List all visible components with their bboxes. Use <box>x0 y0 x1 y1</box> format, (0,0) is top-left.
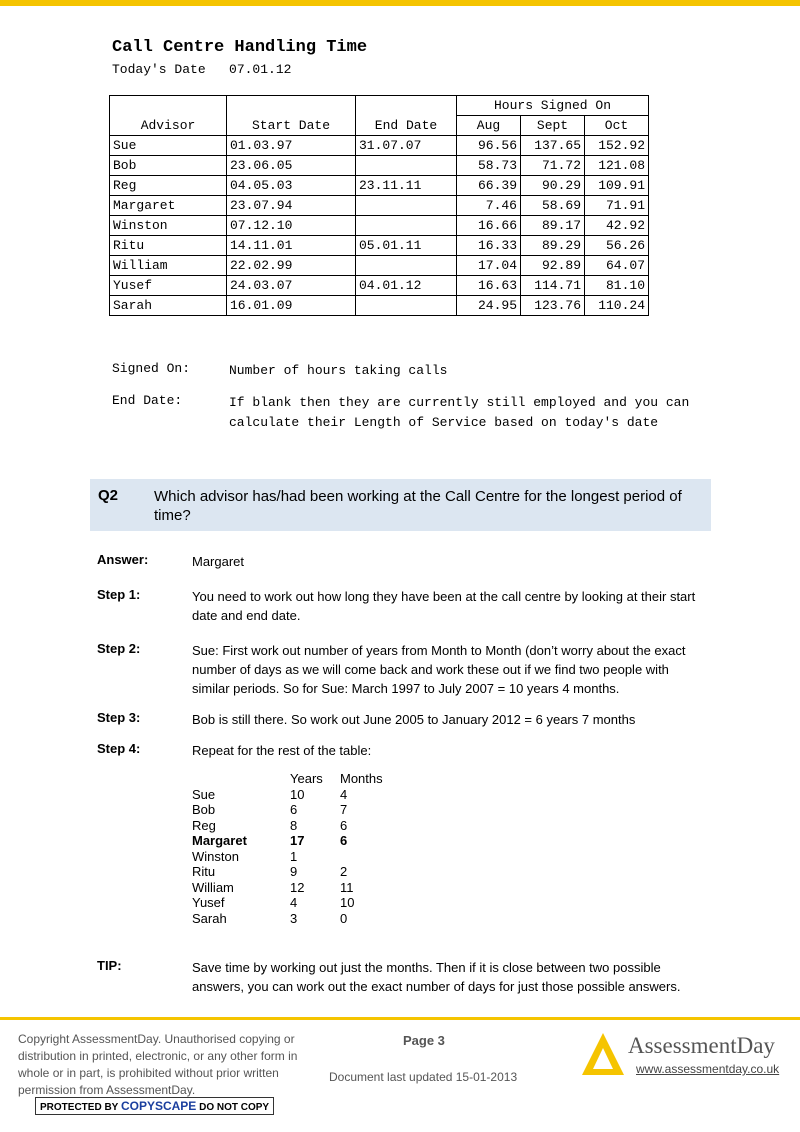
table-row: Sue 01.03.97 31.07.07 96.56 137.65 152.92 <box>110 136 649 156</box>
header-months: Months <box>340 771 383 786</box>
question-box <box>90 479 711 531</box>
copyright-notice: Copyright AssessmentDay. Unauthorised copying or distribution in printed, electronic, or any other form in whole or in part, is prohibited without prior written permission from AssessmentDay. <box>18 1032 298 1097</box>
header-end-date: End Date <box>356 116 457 136</box>
logo-triangle-icon <box>580 1031 626 1077</box>
table-row: Bob 23.06.05 58.73 71.72 121.08 <box>110 156 649 176</box>
header-oct: Oct <box>585 116 649 136</box>
last-updated: Document last updated 15-01-2013 <box>329 1070 518 1084</box>
step-label: Step 1: <box>97 587 141 602</box>
header-aug: Aug <box>457 116 521 136</box>
step-label: Step 4: <box>97 741 141 756</box>
definition-text: Number of hours taking calls <box>229 363 448 378</box>
date-label: Today's Date <box>112 62 206 77</box>
copyscape-badge[interactable]: PROTECTED BY COPYSCAPE DO NOT COPY <box>35 1097 274 1115</box>
table-row: William 22.02.99 17.04 92.89 64.07 <box>110 256 649 276</box>
question-text: Which advisor has/had been working at the Call Centre for the longest period of time? <box>154 488 682 524</box>
step-text: Bob is still there. So work out June 2005 to January 2012 = 6 years 7 months <box>192 712 636 727</box>
footer-divider <box>0 1017 800 1020</box>
table-row: Sarah 16.01.09 24.95 123.76 110.24 <box>110 296 649 316</box>
table-header-row <box>110 116 649 136</box>
definition-term: End Date: <box>112 393 183 408</box>
answer-label: Answer: <box>97 552 149 567</box>
definition-text: If blank then they are currently still employed and you can calculate their Length of Service based on today's date <box>229 395 690 430</box>
header-start-date: Start Date <box>227 116 356 136</box>
table-row: Ritu 14.11.01 05.01.11 16.33 89.29 56.26 <box>110 236 649 256</box>
table-row: Margaret 23.07.94 7.46 58.69 71.91 <box>110 196 649 216</box>
answer-text: Margaret <box>192 554 245 569</box>
hours-signed-on-header: Hours Signed On <box>457 96 649 116</box>
date-value: 07.01.12 <box>229 62 292 77</box>
step-label: Step 2: <box>97 641 141 656</box>
top-accent-bar <box>0 0 800 6</box>
header-years: Years <box>290 771 323 786</box>
tip-label: TIP: <box>97 958 122 973</box>
question-number: Q2 <box>98 487 119 504</box>
table-row: Winston 07.12.10 16.66 89.17 42.92 <box>110 216 649 236</box>
tip-text: Save time by working out just the months. Then if it is close between two possible answers, you can work out the exact number of days for just those possible answers. <box>192 960 681 994</box>
table-row: Yusef 24.03.07 04.01.12 16.63 114.71 81.10 <box>110 276 649 296</box>
call-centre-table <box>109 95 649 316</box>
logo-text: AssessmentDay <box>628 1033 775 1058</box>
document-title: Call Centre Handling Time <box>112 38 368 57</box>
definition-term: Signed On: <box>112 361 191 376</box>
page-number: Page 3 <box>403 1033 445 1048</box>
todays-date <box>112 62 291 77</box>
step-label: Step 3: <box>97 710 141 725</box>
step-text: Repeat for the rest of the table: <box>192 743 372 758</box>
table-row: Reg 04.05.03 23.11.11 66.39 90.29 109.91 <box>110 176 649 196</box>
header-sept: Sept <box>521 116 585 136</box>
step-text: You need to work out how long they have been at the call centre by looking at their start date and end date. <box>192 589 696 623</box>
step-text: Sue: First work out number of years from Month to Month (don’t worry about the exact number of days as we will come back and work these out if we find two people with similar periods. So for Sue: March 1997 to July 2007 = 10 years 4 months. <box>192 643 686 696</box>
website-link[interactable]: www.assessmentday.co.uk <box>636 1062 780 1076</box>
header-advisor: Advisor <box>110 116 227 136</box>
